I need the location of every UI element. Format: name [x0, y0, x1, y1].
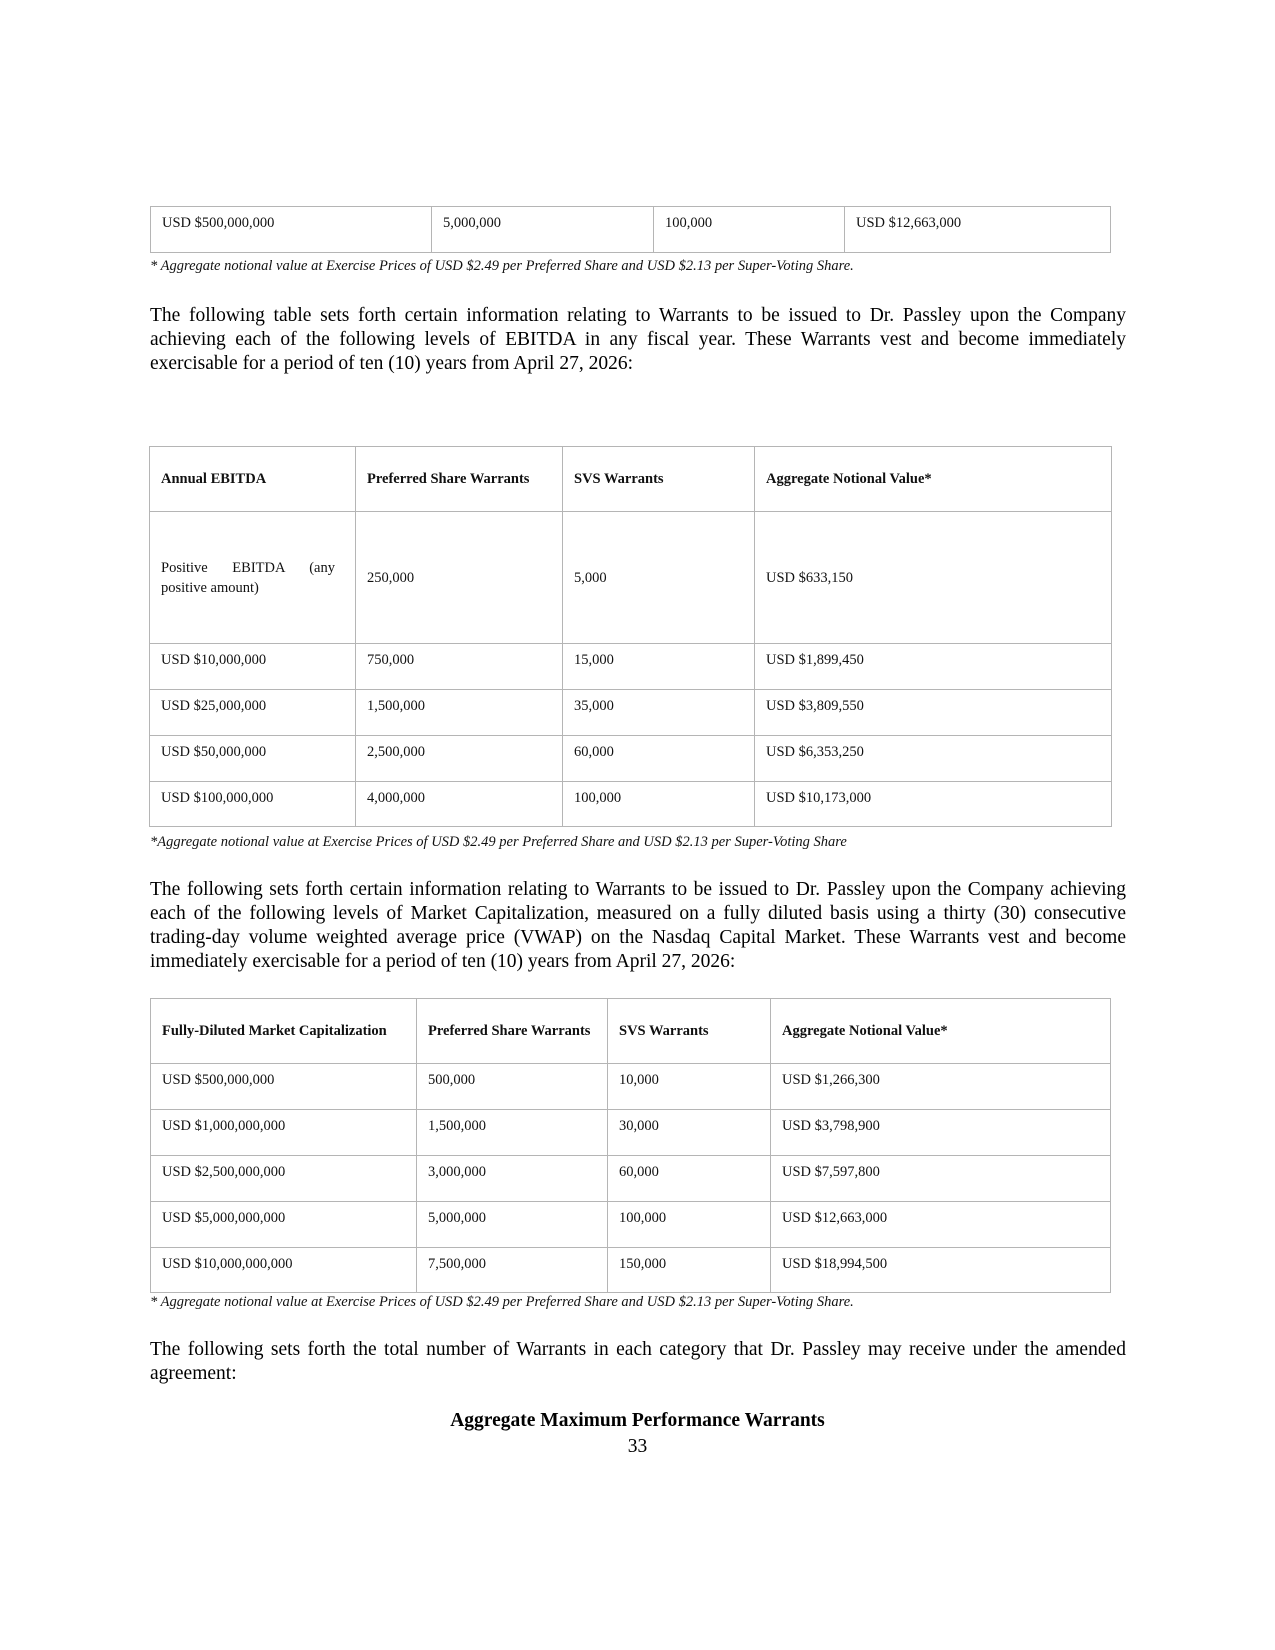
- market-cap-table-continued: [150, 206, 1111, 253]
- table-cell: Positive EBITDA (any positive amount): [150, 512, 356, 644]
- column-header: Fully-Diluted Market Capitalization: [151, 999, 417, 1064]
- table-cell: 750,000: [356, 644, 563, 690]
- table-cell: USD $10,173,000: [755, 782, 1112, 827]
- table-cell: 100,000: [654, 207, 845, 253]
- table-cell: 3,000,000: [417, 1156, 608, 1202]
- market-cap-warrants-table: [150, 998, 1111, 1293]
- column-header: Aggregate Notional Value*: [771, 999, 1111, 1064]
- table-cell: USD $12,663,000: [771, 1202, 1111, 1248]
- table-row: [151, 207, 1111, 253]
- table-cell: 5,000,000: [417, 1202, 608, 1248]
- table-cell: 15,000: [563, 644, 755, 690]
- table-cell: USD $1,266,300: [771, 1064, 1111, 1110]
- table-row: [151, 1110, 1111, 1156]
- table-cell: 100,000: [563, 782, 755, 827]
- table-row: [150, 736, 1112, 782]
- table-cell: 150,000: [608, 1248, 771, 1293]
- footnote: * Aggregate notional value at Exercise Prices of USD $2.49 per Preferred Share and USD $2.13 per Super-Voting Share.: [150, 1294, 854, 1310]
- footnote: *Aggregate notional value at Exercise Prices of USD $2.49 per Preferred Share and USD $2.13 per Super-Voting Share: [150, 834, 847, 850]
- table-cell: USD $12,663,000: [845, 207, 1111, 253]
- table-row: [150, 512, 1112, 644]
- table-cell: USD $500,000,000: [151, 207, 432, 253]
- table-cell: USD $1,000,000,000: [151, 1110, 417, 1156]
- table-row: [151, 1202, 1111, 1248]
- table-row: [151, 1064, 1111, 1110]
- table-cell: USD $1,899,450: [755, 644, 1112, 690]
- page-number: 33: [627, 1436, 648, 1457]
- table-cell: 4,000,000: [356, 782, 563, 827]
- paragraph-market-cap-intro: The following sets forth certain information relating to Warrants to be issued to Dr. Passley upon the Company achieving each of the following levels of Market Capitalization, measured on a fully diluted basis using a thirty (30) consecutive trading-day volume weighted average price (VWAP) on the Nasdaq Capital Market. These Warrants vest and become immediately exercisable for a period of ten (10) years from April 27, 2026:: [150, 879, 1126, 972]
- table-cell: USD $2,500,000,000: [151, 1156, 417, 1202]
- paragraph-total-warrants: The following sets forth the total number of Warrants in each category that Dr. Passley may receive under the amended agreement:: [150, 1339, 1126, 1384]
- table-row: [151, 1248, 1111, 1293]
- table-cell: 2,500,000: [356, 736, 563, 782]
- column-header: Aggregate Notional Value*: [755, 447, 1112, 512]
- table-row: [150, 690, 1112, 736]
- table-cell: USD $5,000,000,000: [151, 1202, 417, 1248]
- table-cell: 250,000: [356, 512, 563, 644]
- ebitda-warrants-table: [149, 446, 1112, 827]
- table-cell: USD $500,000,000: [151, 1064, 417, 1110]
- table-cell: 1,500,000: [417, 1110, 608, 1156]
- column-header: Preferred Share Warrants: [356, 447, 563, 512]
- table-cell: USD $50,000,000: [150, 736, 356, 782]
- table-cell: USD $3,798,900: [771, 1110, 1111, 1156]
- column-header: SVS Warrants: [563, 447, 755, 512]
- table-cell: USD $25,000,000: [150, 690, 356, 736]
- footnote: * Aggregate notional value at Exercise Prices of USD $2.49 per Preferred Share and USD $2.13 per Super-Voting Share.: [150, 258, 854, 274]
- column-header: Annual EBITDA: [150, 447, 356, 512]
- table-cell: USD $7,597,800: [771, 1156, 1111, 1202]
- section-heading: Aggregate Maximum Performance Warrants: [450, 1410, 825, 1431]
- table-cell: USD $633,150: [755, 512, 1112, 644]
- table-cell: USD $18,994,500: [771, 1248, 1111, 1293]
- table-cell: USD $6,353,250: [755, 736, 1112, 782]
- table-cell: 35,000: [563, 690, 755, 736]
- table-cell: 5,000: [563, 512, 755, 644]
- table-cell: 500,000: [417, 1064, 608, 1110]
- table-cell: 10,000: [608, 1064, 771, 1110]
- column-header: Preferred Share Warrants: [417, 999, 608, 1064]
- table-row: [150, 782, 1112, 827]
- column-header: SVS Warrants: [608, 999, 771, 1064]
- table-row: [150, 644, 1112, 690]
- table-row: [151, 1156, 1111, 1202]
- table-cell: 30,000: [608, 1110, 771, 1156]
- paragraph-ebitda-intro: The following table sets forth certain information relating to Warrants to be issued to Dr. Passley upon the Company achieving each of the following levels of EBITDA in any fiscal year. These Warrants vest and become immediately exercisable for a period of ten (10) years from April 27, 2026:: [150, 305, 1126, 374]
- table-header-row: [150, 447, 1112, 512]
- table-cell: USD $100,000,000: [150, 782, 356, 827]
- table-cell: 5,000,000: [432, 207, 654, 253]
- table-cell: USD $10,000,000: [150, 644, 356, 690]
- table-cell: USD $10,000,000,000: [151, 1248, 417, 1293]
- table-cell: 60,000: [608, 1156, 771, 1202]
- table-cell: 1,500,000: [356, 690, 563, 736]
- table-header-row: [151, 999, 1111, 1064]
- table-cell: 7,500,000: [417, 1248, 608, 1293]
- table-cell: 60,000: [563, 736, 755, 782]
- table-cell: 100,000: [608, 1202, 771, 1248]
- table-cell: USD $3,809,550: [755, 690, 1112, 736]
